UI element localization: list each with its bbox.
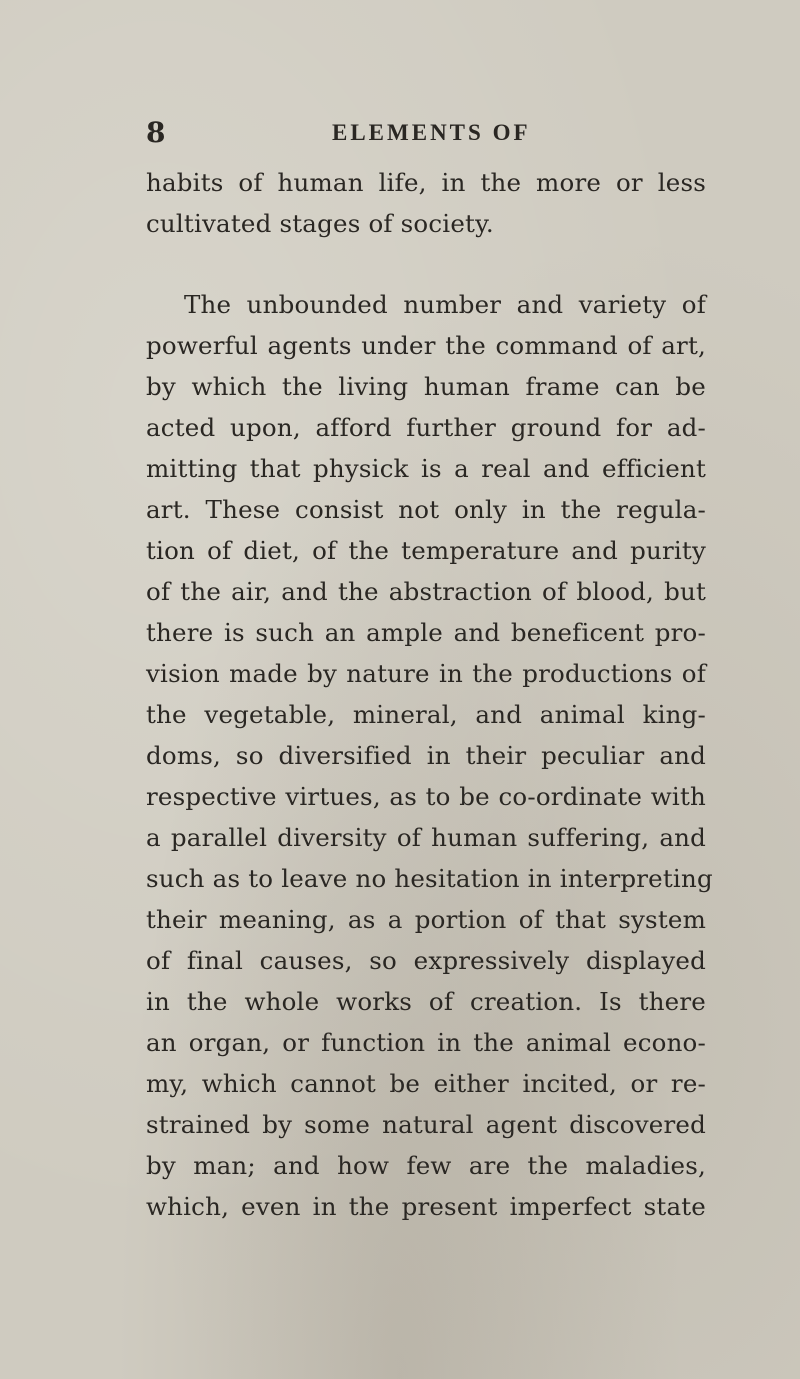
text-line: powerful agents under the command of art, bbox=[146, 331, 706, 360]
text-line: respective virtues, as to be co-ordinate with bbox=[146, 782, 706, 811]
text-line: a parallel diversity of human suffering, and bbox=[146, 823, 706, 852]
text-line: doms, so diversified in their peculiar and bbox=[146, 741, 706, 770]
text-line: which, even in the present imperfect state bbox=[146, 1192, 706, 1221]
text-line: strained by some natural agent discovered bbox=[146, 1110, 706, 1139]
text-line: of the air, and the abstraction of blood, but bbox=[146, 577, 706, 606]
text-line: an organ, or function in the animal econo- bbox=[146, 1028, 706, 1057]
text-line: in the whole works of creation. Is there bbox=[146, 987, 706, 1016]
text-line: The unbounded number and variety of bbox=[184, 290, 706, 319]
text-line: of final causes, so expressively displayed bbox=[146, 946, 706, 975]
text-line: their meaning, as a portion of that system bbox=[146, 905, 706, 934]
text-line: vision made by nature in the productions of bbox=[146, 659, 706, 688]
text-line: such as to leave no hesitation in interpreting bbox=[146, 864, 713, 893]
text-line: by man; and how few are the maladies, bbox=[146, 1151, 706, 1180]
text-line: cultivated stages of society. bbox=[146, 209, 494, 238]
text-line: tion of diet, of the temperature and purity bbox=[146, 536, 706, 565]
text-line: the vegetable, mineral, and animal king- bbox=[146, 700, 706, 729]
text-line: by which the living human frame can be bbox=[146, 372, 706, 401]
running-head: ELEMENTS OF bbox=[332, 120, 531, 145]
paragraph-2 bbox=[146, 284, 713, 1227]
paragraph-1 bbox=[146, 162, 706, 244]
page-number: 8 bbox=[146, 116, 167, 149]
text-line: habits of human life, in the more or less bbox=[146, 168, 706, 197]
text-line: art. These consist not only in the regula- bbox=[146, 495, 706, 524]
page-header bbox=[146, 116, 706, 156]
body-text bbox=[146, 162, 713, 1227]
text-line: mitting that physick is a real and efficient bbox=[146, 454, 706, 483]
text-line: acted upon, afford further ground for ad- bbox=[146, 413, 706, 442]
text-line: there is such an ample and beneficent pro- bbox=[146, 618, 706, 647]
text-line: my, which cannot be either incited, or re- bbox=[146, 1069, 706, 1098]
